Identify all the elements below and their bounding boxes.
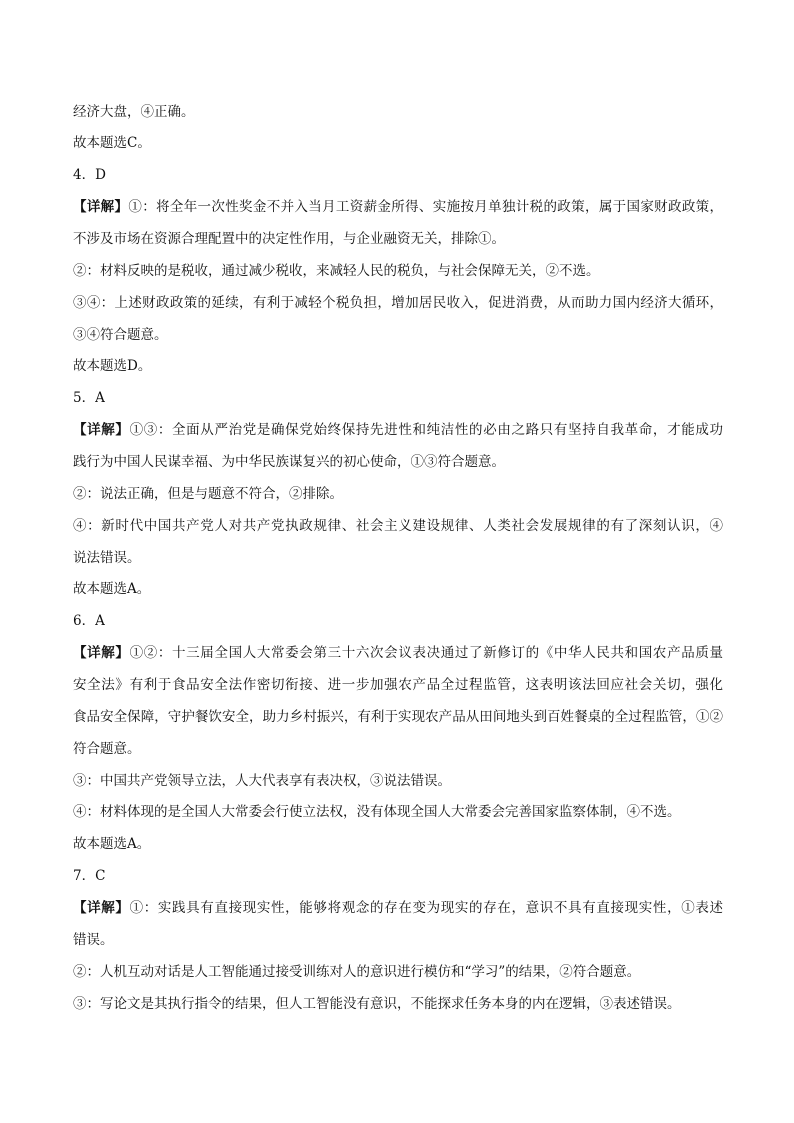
- text-line: ③：中国共产党领导立法，人大代表享有表决权，③说法错误。: [73, 773, 451, 789]
- text-line: 故本题选A。: [73, 836, 151, 852]
- text-line: ③④符合题意。: [73, 327, 168, 343]
- detail-tag: 【详解】: [73, 199, 129, 215]
- text-line: ④：新时代中国共产党人对共产党执政规律、社会主义建设规律、人类社会发展规律的有了深刻认识，④: [73, 518, 723, 534]
- detail-tag: 【详解】: [73, 422, 130, 438]
- explanation-line: 【详解】①③：全面从严治党是确保党始终保持先进性和纯洁性的必由之路只有坚持自我革命，才能成功: [73, 422, 723, 438]
- text-line: 说法错误。: [73, 550, 141, 566]
- text-line: 安全法》有利于食品安全法作密切衔接、进一步加强农产品全过程监管，这表明该法回应社会关切，强化: [73, 677, 723, 693]
- text-line: 故本题选D。: [73, 358, 152, 374]
- text-line: ④：材料体现的是全国人大常委会行使立法权，没有体现全国人大常委会完善国家监察体制，④不选。: [73, 804, 681, 820]
- answer-heading: 5．A: [73, 390, 105, 406]
- text-line: 践行为中国人民谋幸福、为中华民族谋复兴的初心使命，①③符合题意。: [73, 454, 505, 470]
- text-line: 错误。: [73, 932, 114, 948]
- text-line: ②：人机互动对话是人工智能通过接受训练对人的意识进行模仿和“学习”的结果，②符合题意。: [73, 964, 641, 980]
- answer-heading: 4．D: [73, 167, 106, 183]
- explanation-line: 【详解】①：将全年一次性奖金不并入当月工资薪金所得、实施按月单独计税的政策，属于国家财政政策，: [73, 199, 723, 215]
- text-line: ③：写论文是其执行指令的结果，但人工智能没有意识，不能探求任务本身的内在逻辑，③表述错误。: [73, 996, 681, 1012]
- explanation-line: 【详解】①②：十三届全国人大常委会第三十六次会议表决通过了新修订的《中华人民共和国农产品质量: [73, 645, 723, 661]
- text-line: 经济大盘，④正确。: [73, 104, 195, 120]
- text-line: ②：说法正确，但是与题意不符合，②排除。: [73, 486, 343, 502]
- answer-heading: 6．A: [73, 613, 105, 629]
- answer-heading: 7．C: [73, 868, 106, 884]
- explanation-line: 【详解】①：实践具有直接现实性，能够将观念的存在变为现实的存在，意识不具有直接现实性，①表述: [73, 900, 723, 916]
- text-line: 故本题选C。: [73, 135, 151, 151]
- detail-tag: 【详解】: [73, 900, 130, 916]
- text-line: ②：材料反映的是税收，通过减少税收，来减轻人民的税负，与社会保障无关，②不选。: [73, 263, 600, 279]
- text-line: 符合题意。: [73, 741, 141, 757]
- text-line: 不涉及市场在资源合理配置中的决定性作用，与企业融资无关，排除①。: [73, 231, 505, 247]
- text-line: ③④：上述财政政策的延续，有利于减轻个税负担，增加居民收入，促进消费，从而助力国内经济大循环，: [73, 295, 723, 311]
- text-line: 故本题选A。: [73, 581, 151, 597]
- detail-tag: 【详解】: [73, 645, 130, 661]
- text-line: 食品安全保障，守护餐饮安全，助力乡村振兴，有利于实现农产品从田间地头到百姓餐桌的全过程监管，①②: [73, 709, 723, 725]
